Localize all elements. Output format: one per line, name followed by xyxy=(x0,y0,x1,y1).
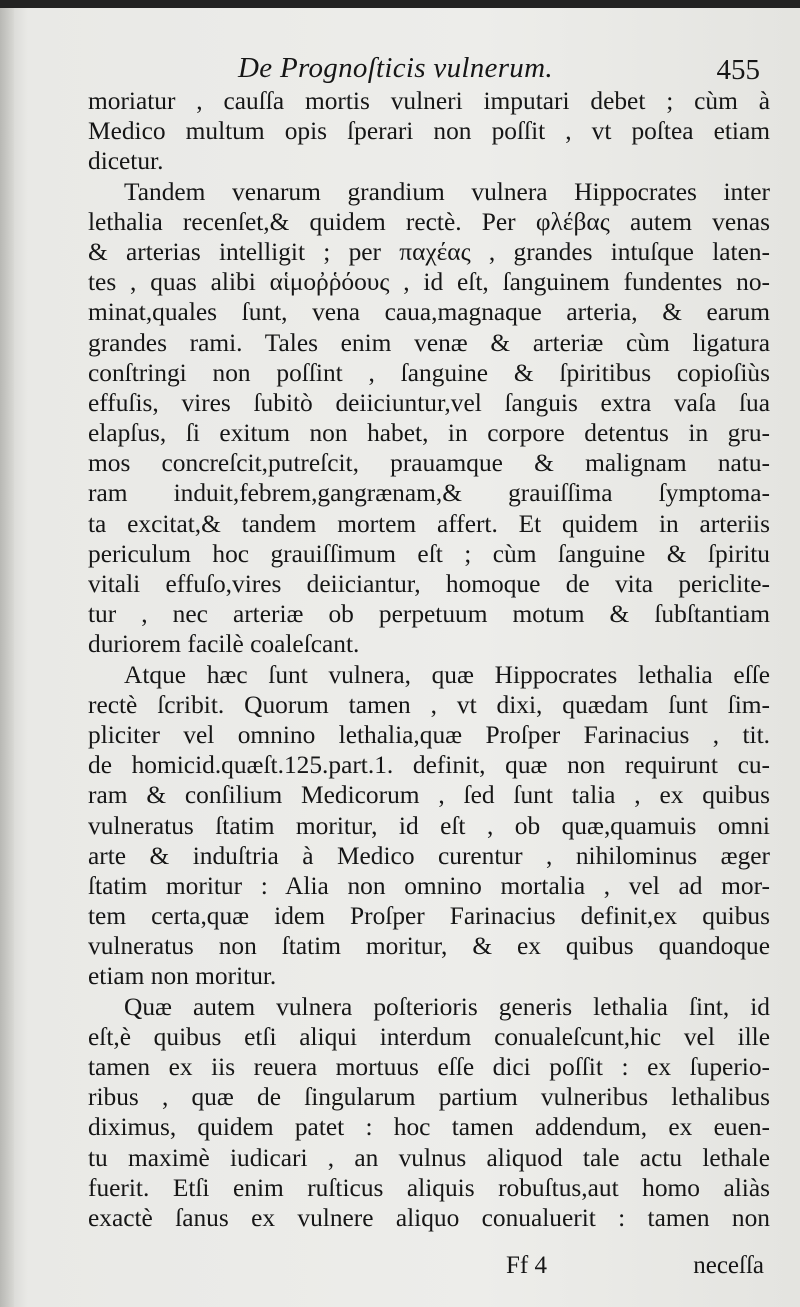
text-line: dicetur. xyxy=(88,147,164,176)
text-line: conſtringi non poſſint , ſanguine & ſpiritibus copioſiùs xyxy=(88,358,770,387)
text-line: tur , nec arteriæ ob perpetuum motum & ſubſtantiam xyxy=(88,600,770,629)
text-line: diximus, quidem patet : hoc tamen addendum, ex euen- xyxy=(88,1113,770,1142)
text-line: moriatur , cauſſa mortis vulneri imputari debet ; cùm à xyxy=(88,87,770,115)
text-line: vulneratus ſtatim moritur, id eſt , ob quæ,quamuis omni xyxy=(88,811,770,840)
text-line: de homicid.quæſt.125.part.1. definit, quæ non requirunt cu- xyxy=(88,751,770,780)
text-line: Medico multum opis ſperari non poſſit , vt poſtea etiam xyxy=(88,117,770,146)
scan-top-edge xyxy=(0,0,800,8)
text-line: fuerit. Etſi enim ruſticus aliquis robuſtus,aut homo aliàs xyxy=(88,1173,770,1202)
page-number: 455 xyxy=(716,54,760,86)
text-line: effuſis, vires ſubitò deiiciuntur,vel ſanguis extra vaſa ſua xyxy=(88,388,770,417)
text-line: Atque hæc ſunt vulnera, quæ Hippocrates lethalia eſſe xyxy=(124,660,770,689)
text-line: Tandem venarum grandium vulnera Hippocrates inter xyxy=(124,177,770,206)
text-line: & arterias intelligit ; per παχέας , grandes intuſque laten- xyxy=(88,237,770,266)
text-line: ta excitat,& tandem mortem affert. Et quidem in arteriis xyxy=(88,509,770,538)
text-line: tamen ex iis reuera mortuus eſſe dici poſſit : ex ſuperio- xyxy=(88,1053,770,1081)
text-line: tu maximè iudicari , an vulnus aliquod tale actu lethale xyxy=(88,1143,770,1172)
text-line: mos concreſcit,putreſcit, prauamque & malignam natu- xyxy=(88,449,770,478)
text-line: periculum hoc grauiſſimum eſt ; cùm ſanguine & ſpiritu xyxy=(88,539,770,568)
text-line: ribus , quæ de ſingularum partium vulneribus lethalibus xyxy=(88,1083,770,1112)
text-line: tes , quas alibi αἱμοῤῥόους , id eſt, ſanguinem fundentes no- xyxy=(88,268,770,297)
text-line: tem certa,quæ idem Proſper Farinacius definit,ex quibus xyxy=(88,902,770,931)
text-line: duriorem facilè coaleſcant. xyxy=(88,630,360,659)
text-line: ram induit,febrem,gangrænam,& grauiſſima ſymptoma- xyxy=(88,479,770,508)
text-line: pliciter vel omnino lethalia,quæ Proſper Farinacius , tit. xyxy=(88,720,770,749)
text-line: exactè ſanus ex vulnere aliquo conualuerit : tamen non xyxy=(88,1203,770,1232)
text-line: vitali effuſo,vires deiiciantur, homoque de vita periclite- xyxy=(88,570,770,598)
text-line: arte & induſtria à Medico curentur , nihilominus æger xyxy=(88,841,770,870)
page-gutter-shadow xyxy=(0,8,14,1307)
text-line: grandes rami. Tales enim venæ & arteriæ cùm ligatura xyxy=(88,328,770,357)
running-title: De Prognoſticis vulnerum. xyxy=(238,52,553,84)
signature-mark: Ff 4 xyxy=(506,1252,547,1279)
text-line: elapſus, ſi exitum non habet, in corpore detentus in gru- xyxy=(88,419,770,448)
text-line: vulneratus non ſtatim moritur, & ex quibus quandoque xyxy=(88,932,770,961)
page-footer xyxy=(88,1252,768,1288)
text-line: ram & conſilium Medicorum , ſed ſunt talia , ex quibus xyxy=(88,781,770,810)
catchword: neceſſa xyxy=(693,1252,764,1279)
text-line: Quæ autem vulnera poſterioris generis lethalia ſint, id xyxy=(124,992,770,1021)
text-line: eſt,è quibus etſi aliqui interdum conualeſcunt,hic vel ille xyxy=(88,1022,770,1051)
text-line: etiam non moritur. xyxy=(88,962,277,991)
text-line: lethalia recenſet,& quidem rectè. Per φλέβας autem venas xyxy=(88,207,770,236)
text-line: rectè ſcribit. Quorum tamen , vt dixi, quædam ſunt ſim- xyxy=(88,690,770,719)
text-line: minat,quales ſunt, vena caua,magnaque arteria, & earum xyxy=(88,298,770,327)
text-line: ſtatim moritur : Alia non omnino mortalia , vel ad mor- xyxy=(88,871,770,900)
body-text xyxy=(88,86,770,1233)
